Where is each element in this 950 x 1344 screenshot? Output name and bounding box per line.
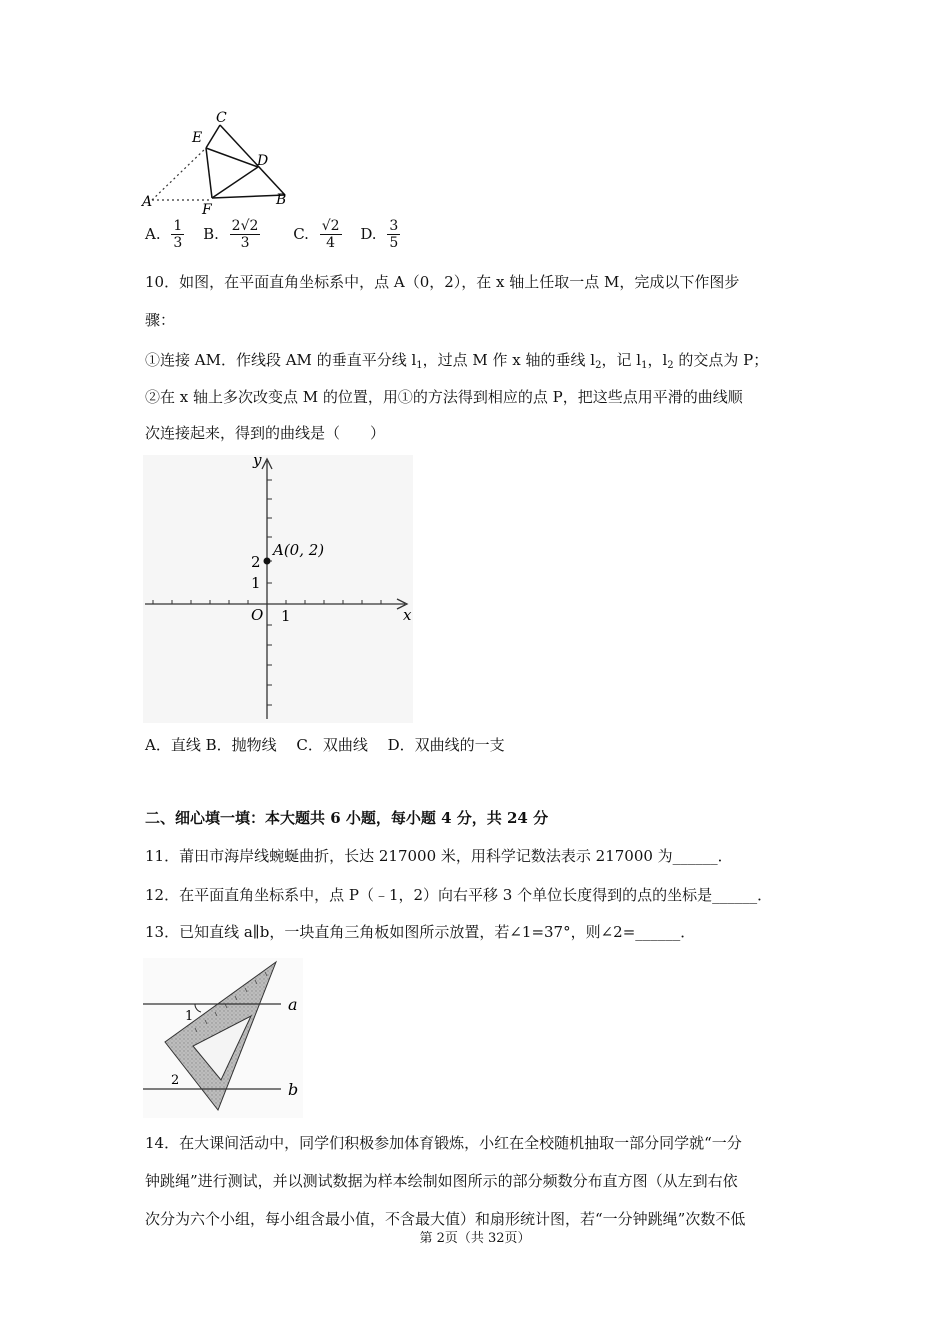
- q13-figure: [143, 958, 303, 1118]
- page-footer: 第 2页（共 32页）: [419, 1231, 531, 1246]
- graph-y-label: y: [253, 455, 262, 469]
- q9-figure: [140, 110, 300, 220]
- q10-step-2: ②在 x 轴上多次改变点 M 的位置，用①的方法得到相应的点 P，把这些点用平滑的曲线顺: [145, 388, 743, 406]
- label-a: a: [288, 995, 298, 1014]
- angle-2: 2: [171, 1073, 180, 1088]
- q11: 11．莆田市海岸线蜿蜒曲折，长达 217000 米，用科学记数法表示 217000 为______．: [145, 847, 733, 865]
- label-C: C: [216, 110, 227, 126]
- graph-one-x: 1: [281, 607, 291, 625]
- graph-origin: O: [251, 606, 264, 624]
- point-A: [264, 558, 271, 565]
- q14-line-3: 次分为六个小组，每小组含最小值，不含最大值）和扇形统计图，若“一分钟跳绳”次数不低: [145, 1210, 746, 1228]
- label-B: B: [276, 192, 287, 208]
- q14-line-1: 14．在大课间活动中，同学们积极参加体育锻炼，小红在全校随机抽取一部分同学就“一分: [145, 1134, 742, 1152]
- q10-graph: [143, 455, 413, 723]
- q13: 13．已知直线 a∥b，一块直角三角板如图所示放置，若∠1=37°，则∠2=______．: [145, 923, 696, 941]
- q9-option-b: B. $\frac{2√2}{3}$: [203, 218, 259, 251]
- label-E: E: [192, 130, 203, 146]
- graph-two-y: 2: [251, 553, 261, 571]
- angle-1: 1: [185, 1009, 194, 1024]
- q14-line-2: 钟跳绳”进行测试，并以测试数据为样本绘制如图所示的部分频数分布直方图（从左到右依: [145, 1172, 738, 1190]
- label-A: A: [142, 194, 153, 210]
- q12: 12．在平面直角坐标系中，点 P（﹣1，2）向右平移 3 个单位长度得到的点的坐标是______．: [145, 886, 773, 904]
- graph-one-y: 1: [251, 574, 261, 592]
- graph-point-label: A(0, 2): [273, 541, 325, 559]
- section-2-heading: 二、细心填一填：本大题共 6 小题，每小题 4 分，共 24 分: [145, 809, 549, 827]
- label-b: b: [288, 1080, 299, 1099]
- label-F: F: [202, 202, 212, 218]
- q9-option-c: C. $\frac{√2}{4}$: [293, 218, 340, 251]
- q9-option-d: D. $\frac{3}{5}$: [360, 218, 399, 251]
- q10-line-2: 骤：: [145, 311, 176, 329]
- q10-step-1: ①连接 AM．作线段 AM 的垂直平分线 $l_1$，过点 M 作 x 轴的垂线 $l_2$，记 $l_1$，$l_2$ 的交点为 P；: [145, 351, 769, 371]
- q10-line-1: 10．如图，在平面直角坐标系中，点 A（0，2），在 x 轴上任取一点 M，完成以下作图步: [145, 273, 740, 291]
- label-D: D: [257, 153, 269, 169]
- q9-options: [145, 218, 400, 251]
- q10-step-2b: 次连接起来，得到的曲线是（ ）: [145, 424, 386, 442]
- q10-options: A．直线 B．抛物线 C．双曲线 D．双曲线的一支: [145, 736, 505, 754]
- q9-option-a: A. $\frac{1}{3}$: [145, 218, 183, 251]
- graph-x-label: x: [403, 606, 412, 624]
